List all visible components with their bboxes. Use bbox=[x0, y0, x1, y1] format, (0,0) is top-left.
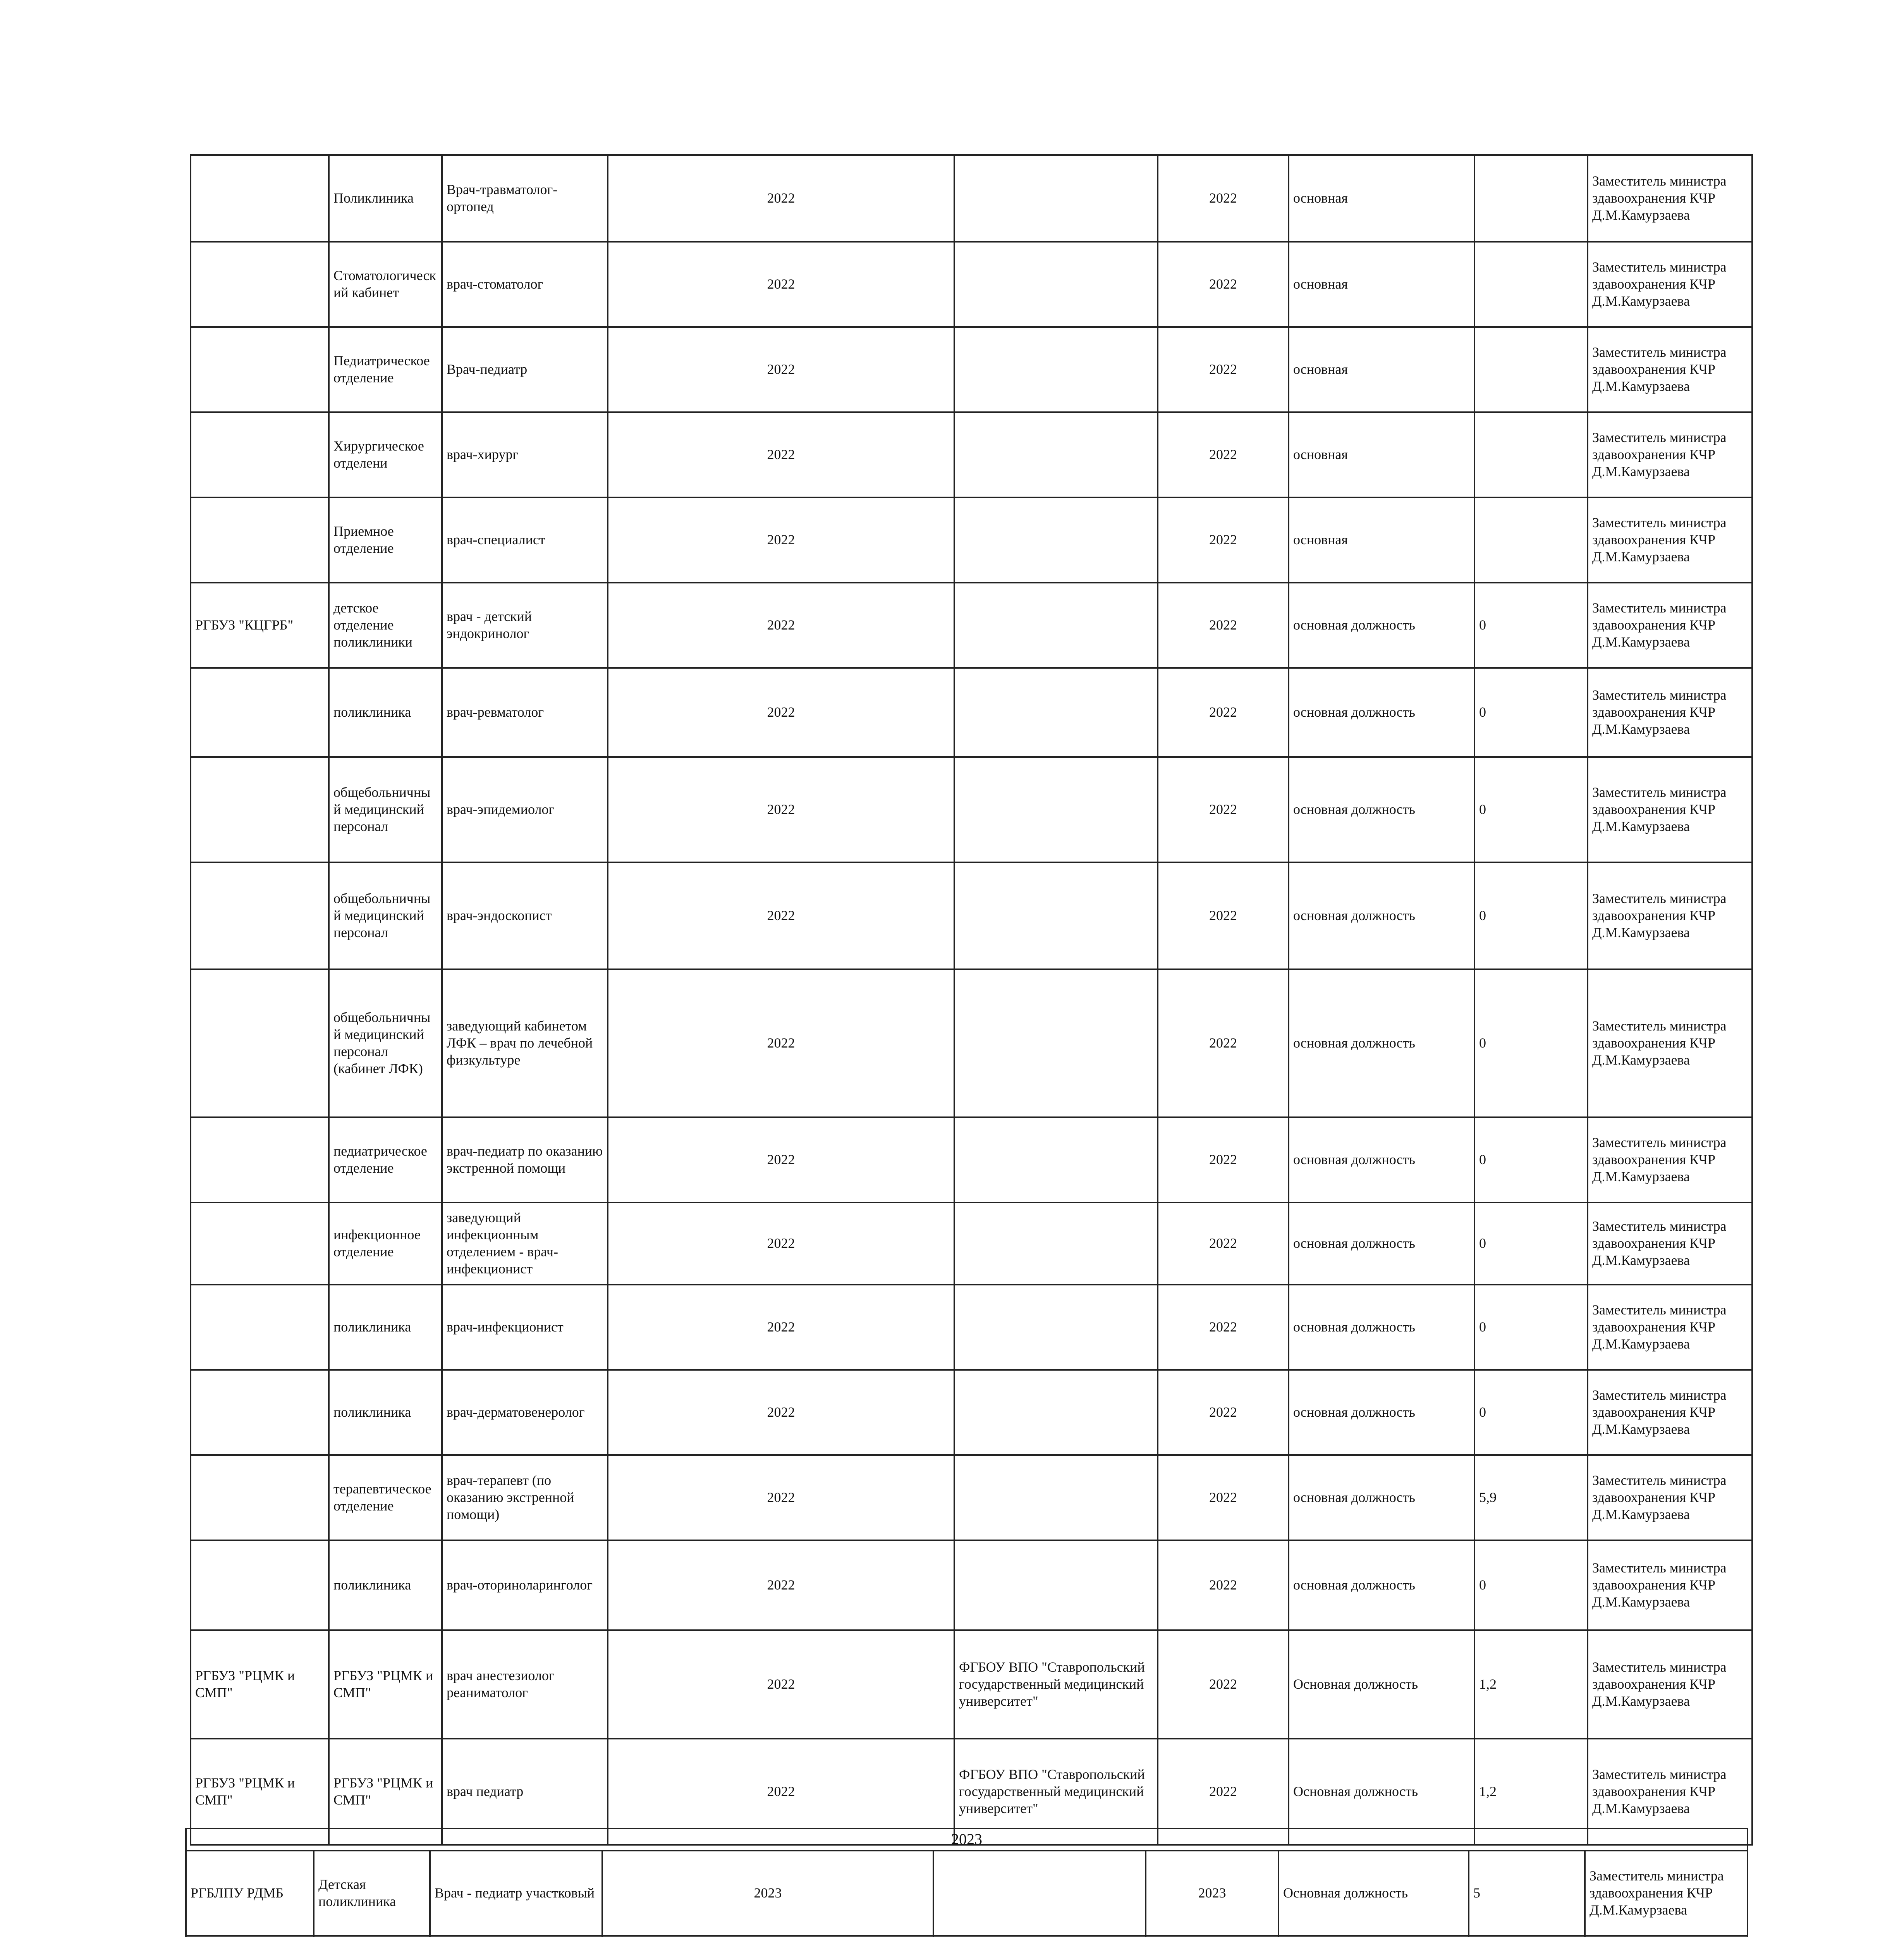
department-cell: инфекционное отделение bbox=[329, 1202, 442, 1285]
year-cell: 2022 bbox=[608, 1455, 954, 1540]
organization-cell bbox=[191, 1285, 329, 1370]
organization-cell bbox=[191, 1540, 329, 1630]
department-cell: терапевтическое отделение bbox=[329, 1455, 442, 1540]
year-cell: 2022 bbox=[608, 327, 954, 412]
year-filled-cell: 2022 bbox=[1158, 969, 1289, 1117]
position-cell: врач-терапевт (по оказанию экстренной помощи) bbox=[442, 1455, 608, 1540]
organization-cell bbox=[191, 1455, 329, 1540]
approver-cell: Заместитель министра здавоохранения КЧР Д.М.Камурзаева bbox=[1588, 1455, 1752, 1540]
position-cell: врач-эндоскопист bbox=[442, 862, 608, 969]
year-cell: 2022 bbox=[608, 1117, 954, 1202]
employment-type-cell: основная должность bbox=[1289, 1285, 1474, 1370]
year-cell: 2022 bbox=[608, 862, 954, 969]
department-cell: Стоматологический кабинет bbox=[329, 242, 442, 327]
employment-type-cell: основная должность bbox=[1289, 1455, 1474, 1540]
approver-cell: Заместитель министра здавоохранения КЧР Д.М.Камурзаева bbox=[1588, 969, 1752, 1117]
employment-type-cell: основная должность bbox=[1289, 1370, 1474, 1455]
year-cell: 2022 bbox=[608, 497, 954, 583]
position-cell: врач педиатр bbox=[442, 1739, 608, 1845]
year-filled-cell: 2022 bbox=[1158, 242, 1289, 327]
rate-cell: 0 bbox=[1474, 1202, 1588, 1285]
year-filled-cell: 2022 bbox=[1158, 1455, 1289, 1540]
table-row bbox=[191, 242, 1752, 327]
training-cell bbox=[954, 757, 1158, 862]
rate-cell: 0 bbox=[1474, 1285, 1588, 1370]
approver-cell: Заместитель министра здавоохранения КЧР Д.М.Камурзаева bbox=[1588, 497, 1752, 583]
employment-type-cell: Основная должность bbox=[1278, 1851, 1469, 1936]
approver-cell: Заместитель министра здавоохранения КЧР Д.М.Камурзаева bbox=[1588, 583, 1752, 668]
position-cell: врач-специалист bbox=[442, 497, 608, 583]
table-row bbox=[191, 497, 1752, 583]
organization-cell bbox=[191, 1370, 329, 1455]
position-cell: врач-оториноларинголог bbox=[442, 1540, 608, 1630]
table-row bbox=[191, 155, 1752, 242]
rate-cell: 0 bbox=[1474, 862, 1588, 969]
table-row bbox=[191, 1285, 1752, 1370]
rate-cell: 0 bbox=[1474, 969, 1588, 1117]
employment-type-cell: Основная должность bbox=[1289, 1739, 1474, 1845]
employment-type-cell: основная должность bbox=[1289, 583, 1474, 668]
training-cell bbox=[954, 1285, 1158, 1370]
rate-cell: 0 bbox=[1474, 1540, 1588, 1630]
employment-type-cell: основная должность bbox=[1289, 862, 1474, 969]
year-cell: 2022 bbox=[608, 1739, 954, 1845]
approver-cell: Заместитель министра здавоохранения КЧР Д.М.Камурзаева bbox=[1588, 1285, 1752, 1370]
training-cell bbox=[933, 1851, 1146, 1936]
department-cell: поликлиника bbox=[329, 1370, 442, 1455]
year-cell: 2022 bbox=[608, 242, 954, 327]
year-cell: 2022 bbox=[608, 1202, 954, 1285]
table-row bbox=[191, 862, 1752, 969]
table-row bbox=[191, 583, 1752, 668]
table-row bbox=[191, 1117, 1752, 1202]
employment-type-cell: основная должность bbox=[1289, 1540, 1474, 1630]
organization-cell bbox=[191, 1117, 329, 1202]
table-row bbox=[191, 1455, 1752, 1540]
rate-cell bbox=[1474, 242, 1588, 327]
training-cell: ФГБОУ ВПО "Ставропольский государственный медицинский университет" bbox=[954, 1630, 1158, 1739]
rate-cell: 5 bbox=[1469, 1851, 1585, 1936]
year-filled-cell: 2022 bbox=[1158, 583, 1289, 668]
organization-cell bbox=[191, 412, 329, 497]
rate-cell bbox=[1474, 155, 1588, 242]
department-cell: поликлиника bbox=[329, 1540, 442, 1630]
organization-cell: РГБУЗ "КЦГРБ" bbox=[191, 583, 329, 668]
year-cell: 2022 bbox=[608, 668, 954, 757]
position-cell: врач анестезиолог реаниматолог bbox=[442, 1630, 608, 1739]
year-filled-cell: 2022 bbox=[1158, 1117, 1289, 1202]
approver-cell: Заместитель министра здавоохранения КЧР Д.М.Камурзаева bbox=[1588, 242, 1752, 327]
employment-type-cell: основная должность bbox=[1289, 1117, 1474, 1202]
year-filled-cell: 2022 bbox=[1158, 155, 1289, 242]
year-filled-cell: 2022 bbox=[1158, 862, 1289, 969]
year-filled-cell: 2022 bbox=[1158, 1285, 1289, 1370]
rate-cell: 1,2 bbox=[1474, 1630, 1588, 1739]
approver-cell: Заместитель министра здавоохранения КЧР Д.М.Камурзаева bbox=[1588, 1202, 1752, 1285]
position-cell: врач-инфекционист bbox=[442, 1285, 608, 1370]
year-filled-cell: 2022 bbox=[1158, 668, 1289, 757]
rate-cell: 0 bbox=[1474, 757, 1588, 862]
approver-cell: Заместитель министра здавоохранения КЧР Д.М.Камурзаева bbox=[1588, 1370, 1752, 1455]
year-cell: 2022 bbox=[608, 1285, 954, 1370]
table-row bbox=[191, 1370, 1752, 1455]
organization-cell: РГБУЗ "РЦМК и СМП" bbox=[191, 1630, 329, 1739]
rate-cell: 5,9 bbox=[1474, 1455, 1588, 1540]
rate-cell: 1,2 bbox=[1474, 1739, 1588, 1845]
training-cell bbox=[954, 583, 1158, 668]
employment-type-cell: основная bbox=[1289, 242, 1474, 327]
department-cell: РГБУЗ "РЦМК и СМП" bbox=[329, 1739, 442, 1845]
approver-cell: Заместитель министра здавоохранения КЧР Д.М.Камурзаева bbox=[1588, 412, 1752, 497]
organization-cell bbox=[191, 969, 329, 1117]
organization-cell bbox=[191, 1202, 329, 1285]
rate-cell: 0 bbox=[1474, 583, 1588, 668]
year-filled-cell: 2022 bbox=[1158, 1739, 1289, 1845]
year-filled-cell: 2022 bbox=[1158, 1370, 1289, 1455]
organization-cell bbox=[191, 668, 329, 757]
training-cell: ФГБОУ ВПО "Ставропольский государственный медицинский университет" bbox=[954, 1739, 1158, 1845]
year-cell: 2022 bbox=[608, 155, 954, 242]
approver-cell: Заместитель министра здавоохранения КЧР Д.М.Камурзаева bbox=[1588, 1630, 1752, 1739]
approver-cell: Заместитель министра здавоохранения КЧР Д.М.Камурзаева bbox=[1588, 327, 1752, 412]
position-cell: заведующий кабинетом ЛФК – врач по лечебной физкультуре bbox=[442, 969, 608, 1117]
rate-cell: 0 bbox=[1474, 668, 1588, 757]
approver-cell: Заместитель министра здавоохранения КЧР Д.М.Камурзаева bbox=[1588, 1117, 1752, 1202]
department-cell: Детская поликлиника bbox=[314, 1851, 430, 1936]
year-filled-cell: 2022 bbox=[1158, 1540, 1289, 1630]
training-cell bbox=[954, 497, 1158, 583]
organization-cell bbox=[191, 242, 329, 327]
employment-type-cell: основная bbox=[1289, 155, 1474, 242]
training-cell bbox=[954, 969, 1158, 1117]
position-cell: врач-эпидемиолог bbox=[442, 757, 608, 862]
year-cell: 2022 bbox=[608, 969, 954, 1117]
year-filled-cell: 2022 bbox=[1158, 327, 1289, 412]
employment-type-cell: основная bbox=[1289, 327, 1474, 412]
year-cell: 2022 bbox=[608, 412, 954, 497]
department-cell: Педиатрическое отделение bbox=[329, 327, 442, 412]
department-cell: общебольничный медицинский персонал bbox=[329, 757, 442, 862]
year-filled-cell: 2022 bbox=[1158, 757, 1289, 862]
approver-cell: Заместитель министра здавоохранения КЧР Д.М.Камурзаева bbox=[1588, 1540, 1752, 1630]
year-cell: 2023 bbox=[602, 1851, 933, 1936]
approver-cell: Заместитель министра здавоохранения КЧР Д.М.Камурзаева bbox=[1588, 757, 1752, 862]
rate-cell: 0 bbox=[1474, 1117, 1588, 1202]
table-row bbox=[191, 412, 1752, 497]
table-row bbox=[191, 969, 1752, 1117]
approver-cell: Заместитель министра здавоохранения КЧР Д.М.Камурзаева bbox=[1588, 1739, 1752, 1845]
rate-cell bbox=[1474, 497, 1588, 583]
rate-cell: 0 bbox=[1474, 1370, 1588, 1455]
table-row bbox=[191, 1630, 1752, 1739]
year-cell: 2022 bbox=[608, 1370, 954, 1455]
department-cell: детское отделение поликлиники bbox=[329, 583, 442, 668]
training-cell bbox=[954, 1370, 1158, 1455]
approver-cell: Заместитель министра здавоохранения КЧР Д.М.Камурзаева bbox=[1588, 155, 1752, 242]
position-cell: врач-педиатр по оказанию экстренной помощи bbox=[442, 1117, 608, 1202]
year-filled-cell: 2022 bbox=[1158, 1202, 1289, 1285]
organization-cell bbox=[191, 497, 329, 583]
employment-type-cell: основная должность bbox=[1289, 1202, 1474, 1285]
position-cell: врач-ревматолог bbox=[442, 668, 608, 757]
position-cell: заведующий инфекционным отделением - врач-инфекционист bbox=[442, 1202, 608, 1285]
organization-cell bbox=[191, 862, 329, 969]
training-cell bbox=[954, 1202, 1158, 1285]
department-cell: Хирургическое отделени bbox=[329, 412, 442, 497]
department-cell: Приемное отделение bbox=[329, 497, 442, 583]
position-cell: Врач-травматолог-ортопед bbox=[442, 155, 608, 242]
year-cell: 2022 bbox=[608, 583, 954, 668]
position-cell: врач-хирург bbox=[442, 412, 608, 497]
table-row bbox=[191, 1202, 1752, 1285]
employment-type-cell: основная должность bbox=[1289, 969, 1474, 1117]
position-cell: врач-дерматовенеролог bbox=[442, 1370, 608, 1455]
approver-cell: Заместитель министра здавоохранения КЧР Д.М.Камурзаева bbox=[1588, 862, 1752, 969]
department-cell: поликлиника bbox=[329, 668, 442, 757]
position-cell: Врач-педиатр bbox=[442, 327, 608, 412]
training-cell bbox=[954, 862, 1158, 969]
training-cell bbox=[954, 155, 1158, 242]
department-cell: поликлиника bbox=[329, 1285, 442, 1370]
table-row bbox=[191, 757, 1752, 862]
employment-type-cell: основная должность bbox=[1289, 757, 1474, 862]
employment-type-cell: Основная должность bbox=[1289, 1630, 1474, 1739]
department-cell: общебольничный медицинский персонал (кабинет ЛФК) bbox=[329, 969, 442, 1117]
table-row bbox=[191, 668, 1752, 757]
position-cell: Врач - педиатр участковый bbox=[430, 1851, 602, 1936]
department-cell: РГБУЗ "РЦМК и СМП" bbox=[329, 1630, 442, 1739]
department-cell: Поликлиника bbox=[329, 155, 442, 242]
year-filled-cell: 2022 bbox=[1158, 412, 1289, 497]
position-cell: врач - детский эндокринолог bbox=[442, 583, 608, 668]
table-row bbox=[191, 1540, 1752, 1630]
organization-cell: РГБУЗ "РЦМК и СМП" bbox=[191, 1739, 329, 1845]
training-cell bbox=[954, 327, 1158, 412]
training-cell bbox=[954, 1455, 1158, 1540]
year-cell: 2022 bbox=[608, 1540, 954, 1630]
rate-cell bbox=[1474, 327, 1588, 412]
section-year-2023: 2023 bbox=[186, 1829, 1748, 1851]
department-cell: общебольничный медицинский персонал bbox=[329, 862, 442, 969]
section-row-2023 bbox=[186, 1829, 1748, 1851]
training-cell bbox=[954, 412, 1158, 497]
training-cell bbox=[954, 1117, 1158, 1202]
organization-cell: РГБЛПУ РДМБ bbox=[186, 1851, 314, 1936]
employment-type-cell: основная должность bbox=[1289, 668, 1474, 757]
training-cell bbox=[954, 1540, 1158, 1630]
employment-type-cell: основная bbox=[1289, 497, 1474, 583]
approver-cell: Заместитель министра здавоохранения КЧР Д.М.Камурзаева bbox=[1585, 1851, 1748, 1936]
year-filled-cell: 2023 bbox=[1146, 1851, 1278, 1936]
approver-cell: Заместитель министра здавоохранения КЧР Д.М.Камурзаева bbox=[1588, 668, 1752, 757]
year-filled-cell: 2022 bbox=[1158, 1630, 1289, 1739]
training-cell bbox=[954, 668, 1158, 757]
vacancy-table-2022 bbox=[190, 154, 1753, 1846]
table-row bbox=[186, 1851, 1748, 1936]
organization-cell bbox=[191, 155, 329, 242]
organization-cell bbox=[191, 757, 329, 862]
vacancy-table-2023 bbox=[185, 1828, 1748, 1937]
year-filled-cell: 2022 bbox=[1158, 497, 1289, 583]
year-cell: 2022 bbox=[608, 757, 954, 862]
rate-cell bbox=[1474, 412, 1588, 497]
department-cell: педиатрическое отделение bbox=[329, 1117, 442, 1202]
position-cell: врач-стоматолог bbox=[442, 242, 608, 327]
employment-type-cell: основная bbox=[1289, 412, 1474, 497]
organization-cell bbox=[191, 327, 329, 412]
training-cell bbox=[954, 242, 1158, 327]
year-cell: 2022 bbox=[608, 1630, 954, 1739]
table-row bbox=[191, 327, 1752, 412]
